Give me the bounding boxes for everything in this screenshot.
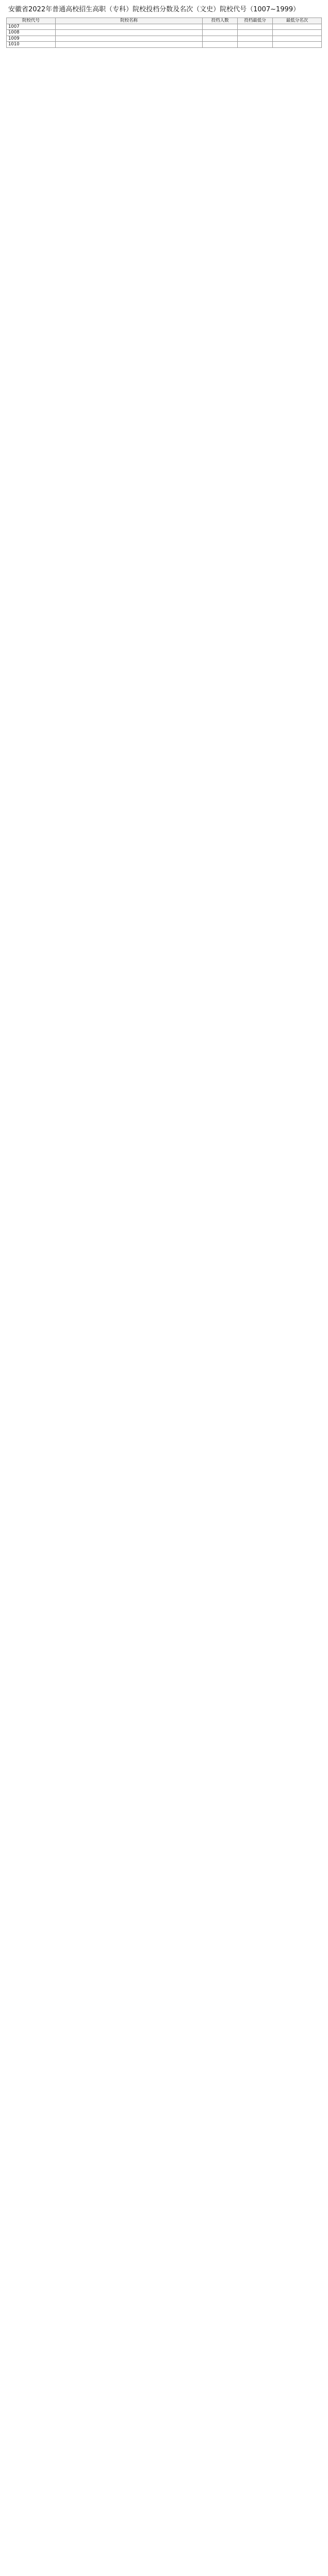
cell-rank bbox=[272, 36, 321, 42]
header-plan: 投档人数 bbox=[203, 18, 238, 24]
cell-code: 1008 bbox=[7, 30, 56, 36]
cell-min-score bbox=[238, 36, 273, 42]
header-min-score: 投档最低分 bbox=[238, 18, 273, 24]
cell-plan bbox=[203, 24, 238, 30]
page-title: 安徽省2022年普通高校招生高职（专科）院校投档分数及名次（文史）院校代号（1007~1999） bbox=[8, 6, 300, 13]
cell-min-score bbox=[238, 42, 273, 48]
cell-name bbox=[56, 42, 203, 48]
table-row bbox=[7, 42, 322, 48]
cell-name bbox=[56, 24, 203, 30]
table-row bbox=[7, 24, 322, 30]
cell-code: 1007 bbox=[7, 24, 56, 30]
score-table-head bbox=[7, 18, 322, 24]
header-code: 院校代号 bbox=[7, 18, 56, 24]
table-row bbox=[7, 30, 322, 36]
cell-plan bbox=[203, 30, 238, 36]
header-row bbox=[7, 18, 322, 24]
cell-rank bbox=[272, 30, 321, 36]
cell-code: 1010 bbox=[7, 42, 56, 48]
header-rank: 最低分名次 bbox=[272, 18, 321, 24]
score-table-body bbox=[7, 24, 322, 47]
table-row bbox=[7, 36, 322, 42]
score-table bbox=[6, 18, 322, 48]
cell-rank bbox=[272, 42, 321, 48]
cell-rank bbox=[272, 24, 321, 30]
cell-name bbox=[56, 30, 203, 36]
cell-name bbox=[56, 36, 203, 42]
cell-min-score bbox=[238, 30, 273, 36]
cell-code: 1009 bbox=[7, 36, 56, 42]
cell-min-score bbox=[238, 24, 273, 30]
cell-plan bbox=[203, 36, 238, 42]
document-page bbox=[6, 0, 322, 48]
header-name: 院校名称 bbox=[56, 18, 203, 24]
cell-plan bbox=[203, 42, 238, 48]
